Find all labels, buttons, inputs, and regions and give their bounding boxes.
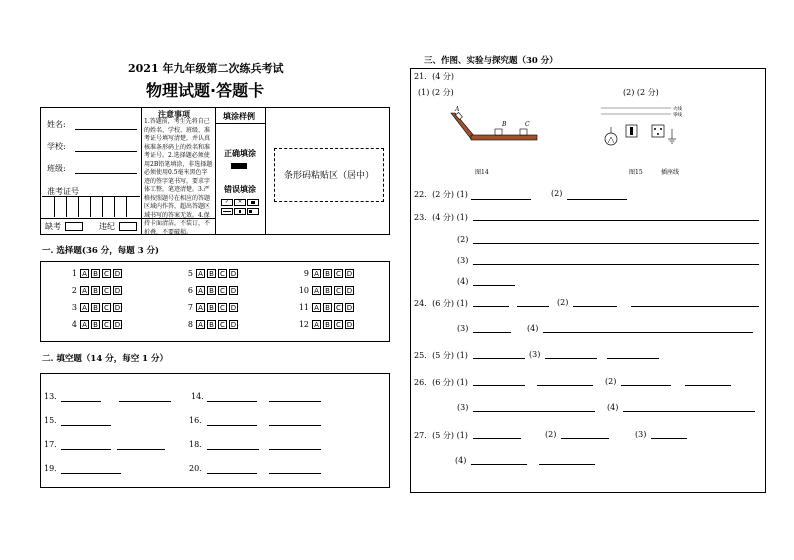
q20-label: 20．: [189, 464, 208, 473]
card-title: 物理试题·答题卡: [146, 81, 265, 100]
option-bubble[interactable]: D: [230, 321, 237, 329]
option-bubble[interactable]: A: [312, 320, 321, 329]
choice-row: [63, 303, 124, 312]
option-bubble[interactable]: A: [312, 286, 321, 295]
option-bubble[interactable]: D: [346, 321, 353, 329]
choice-row: [295, 320, 356, 329]
choice-row: [295, 269, 356, 278]
option-bubble[interactable]: C: [334, 269, 343, 278]
violation-label: 违纪: [99, 222, 115, 231]
q24-blank-1a[interactable]: [473, 306, 509, 307]
q26-sub3-label: (3): [457, 403, 469, 412]
q14-blank-1[interactable]: [207, 401, 257, 402]
choice-row: [63, 320, 124, 329]
question-number: 8: [187, 320, 193, 329]
option-bubble[interactable]: B: [207, 303, 216, 312]
option-bubble[interactable]: C: [218, 286, 227, 295]
q24-label: 24．(6 分) (1): [414, 299, 468, 308]
option-bubble[interactable]: A: [80, 320, 89, 329]
option-bubble[interactable]: B: [323, 269, 332, 278]
q19-blank-1[interactable]: [61, 473, 121, 474]
q27-sub4-label: (4): [455, 456, 467, 465]
question-number: 4: [71, 320, 77, 329]
q27-blank-4a[interactable]: [471, 464, 527, 465]
q24-blank-1b[interactable]: [517, 306, 549, 307]
q24-sub2-label: (2): [557, 298, 569, 307]
option-bubble[interactable]: A: [80, 269, 89, 278]
q27-sub3-label: (3): [635, 430, 647, 439]
question-number: 3: [71, 303, 77, 312]
option-bubble[interactable]: A: [196, 269, 205, 278]
absent-checkbox[interactable]: [65, 222, 83, 231]
option-bubble[interactable]: C: [218, 303, 227, 312]
notes-text: 1.答题前，考生先将自己的姓名、学校、班级、准考证号填写清楚，并认真核准条形码上的姓名和准考证号。2.选择题必须使用2B铅笔填涂，非选择题必须使用0.5毫米黑色字迹的签字笔书写，要求字体工整，笔迹清楚。3.严格按照题号在相应的答题区域内作答，超出答题区域书写的答案无效。4.保持卡面清洁，不装订，不折叠，不要破损。: [144, 118, 213, 236]
q19-label: 19．: [44, 464, 63, 473]
question-number: 11: [298, 303, 309, 312]
option-bubble[interactable]: B: [207, 286, 216, 295]
choice-answer-box: [40, 261, 390, 342]
q20-blank-2[interactable]: [269, 473, 321, 474]
q18-blank-2[interactable]: [269, 449, 321, 450]
q18-label: 18．: [189, 440, 208, 449]
correct-fill-label: 正确填涂: [224, 148, 256, 158]
q26-blank-1b[interactable]: [537, 385, 593, 386]
option-bubble[interactable]: B: [91, 320, 100, 329]
wrong-fill-label: 错误填涂: [224, 184, 256, 194]
q25-blank-3a[interactable]: [545, 358, 597, 359]
section3-title: 三、作图、实验与探究题（30 分）: [424, 56, 558, 66]
q17-label: 17．: [44, 440, 63, 449]
school-field[interactable]: [75, 151, 137, 152]
option-bubble[interactable]: D: [230, 270, 237, 278]
q27-blank-2[interactable]: [561, 438, 609, 439]
option-bubble[interactable]: C: [334, 303, 343, 312]
fig14-letter-b: B: [502, 121, 507, 128]
option-bubble[interactable]: D: [346, 304, 353, 312]
option-bubble[interactable]: D: [114, 321, 121, 329]
q26-blank-2a[interactable]: [621, 385, 671, 386]
q27-sub2-label: (2): [545, 430, 557, 439]
info-panel: 姓名: 学校: 班级: 准考证号 缺考 违纪 注意事项 1.答题前，考生先将自己的姓名、学校、班级、准考证号填写清楚，并认真核准条形码上的姓名和准考证号。2.选择题必须使用2B铅笔填涂，非选择题必须使用0.5毫米黑色字迹的签字笔书写，要求字体工整，笔迹清楚。3.严格按照题号在相应的答题区域内作答，超出答题区域书写的答案无效。4.保持卡面清洁，不装订，不折叠，不要破损。 填涂样例 正确填涂 错误填涂 ✓ ✕ 条形码粘贴区（居中）: [40, 107, 390, 235]
q17-blank-2[interactable]: [117, 449, 165, 450]
option-bubble[interactable]: C: [218, 320, 227, 329]
notes-title: 注意事项: [158, 109, 190, 119]
choice-row: [179, 269, 240, 278]
q15-blank-1[interactable]: [61, 425, 111, 426]
q24-sub3-label: (3): [457, 324, 469, 333]
q14-label: 14．: [191, 392, 210, 401]
option-bubble[interactable]: D: [114, 270, 121, 278]
choice-row: [179, 320, 240, 329]
question-number: 12: [298, 320, 309, 329]
barcode-area-label: 条形码粘贴区（居中）: [283, 171, 374, 181]
figure14-incline-diagram: [441, 105, 541, 155]
q22-blank-2[interactable]: [567, 199, 627, 200]
option-bubble[interactable]: A: [196, 303, 205, 312]
violation-checkbox[interactable]: [119, 222, 137, 231]
option-bubble[interactable]: B: [323, 320, 332, 329]
q23-blank-1[interactable]: [473, 220, 759, 221]
choice-row: [179, 303, 240, 312]
q23-sub3-label: (3): [457, 256, 469, 265]
choice-row: [63, 286, 124, 295]
q26-blank-4[interactable]: [623, 411, 755, 412]
q23-blank-4[interactable]: [473, 285, 515, 286]
q27-blank-3[interactable]: [651, 438, 687, 439]
section2-title: 二. 填空题（14 分，每空 1 分）: [42, 354, 169, 364]
q23-blank-3[interactable]: [473, 264, 759, 265]
option-bubble[interactable]: A: [196, 320, 205, 329]
question-number: 5: [187, 269, 193, 278]
q23-blank-2[interactable]: [473, 243, 759, 244]
option-bubble[interactable]: A: [312, 269, 321, 278]
q22-blank-1[interactable]: [471, 199, 531, 200]
fill-answer-box: [40, 373, 390, 488]
q27-label: 27．(5 分) (1): [414, 431, 468, 440]
fill-example-title: 填涂样例: [223, 111, 255, 121]
q14-blank-2[interactable]: [269, 401, 321, 402]
q24-sub4-label: (4): [527, 324, 539, 333]
q22-label: 22．(2 分) (1): [414, 190, 468, 199]
neutral-wire-label: 零线: [673, 113, 682, 118]
fig14-letter-c: C: [525, 121, 530, 128]
correct-fill-mark: [231, 163, 247, 169]
q26-blank-3[interactable]: [473, 411, 595, 412]
option-bubble[interactable]: B: [91, 269, 100, 278]
q16-label: 16．: [189, 416, 208, 425]
option-bubble[interactable]: B: [91, 303, 100, 312]
q13-label: 13．: [44, 392, 63, 401]
q24-blank-2a[interactable]: [573, 306, 617, 307]
q25-label: 25．(5 分) (1): [414, 351, 468, 360]
q26-blank-2b[interactable]: [685, 385, 731, 386]
question-number: 7: [187, 303, 193, 312]
ticket-label: 准考证号: [47, 187, 79, 196]
q16-blank-2[interactable]: [269, 425, 321, 426]
q24-blank-4[interactable]: [543, 332, 753, 333]
option-bubble[interactable]: C: [334, 286, 343, 295]
option-bubble[interactable]: D: [346, 287, 353, 295]
option-bubble[interactable]: B: [323, 303, 332, 312]
name-field[interactable]: [75, 129, 137, 130]
option-bubble[interactable]: A: [312, 303, 321, 312]
q21-2-label: (2) (2 分): [623, 88, 659, 97]
option-bubble[interactable]: B: [207, 320, 216, 329]
barcode-area: [274, 148, 384, 202]
q18-blank-1[interactable]: [207, 449, 259, 450]
q26-label: 26．(6 分) (1): [414, 378, 468, 387]
option-bubble[interactable]: A: [80, 303, 89, 312]
q27-blank-1[interactable]: [473, 438, 521, 439]
name-label: 姓名:: [47, 120, 66, 129]
question-number: 6: [187, 286, 193, 295]
option-bubble[interactable]: D: [114, 287, 121, 295]
section1-title: 一. 选择题(36 分，每题 3 分): [42, 246, 160, 256]
q22-sub2-label: (2): [551, 189, 563, 198]
option-bubble[interactable]: D: [114, 304, 121, 312]
q21-1-label: (1) (2 分): [418, 88, 454, 97]
fig14-caption: 图14: [475, 169, 489, 176]
q13-blank-2[interactable]: [119, 401, 171, 402]
q25-blank-3b[interactable]: [607, 358, 659, 359]
choice-row: [295, 286, 356, 295]
q23-sub4-label: (4): [457, 277, 469, 286]
q26-sub4-label: (4): [607, 403, 619, 412]
question-number: 2: [71, 286, 77, 295]
option-bubble[interactable]: D: [230, 287, 237, 295]
q15-label: 15．: [44, 416, 63, 425]
q23-label: 23．(4 分) (1): [414, 213, 468, 222]
option-bubble[interactable]: D: [230, 304, 237, 312]
class-field[interactable]: [75, 173, 137, 174]
option-bubble[interactable]: C: [102, 303, 111, 312]
question-number: 1: [71, 269, 77, 278]
option-bubble[interactable]: B: [323, 286, 332, 295]
fig14-letter-a: A: [455, 106, 460, 113]
choice-row: [179, 286, 240, 295]
question-number: 9: [303, 269, 309, 278]
q23-sub2-label: (2): [457, 235, 469, 244]
figure15-circuit-diagram: [597, 103, 695, 155]
option-bubble[interactable]: A: [80, 286, 89, 295]
option-bubble[interactable]: A: [196, 286, 205, 295]
q24-blank-2b[interactable]: [631, 306, 759, 307]
q26-blank-1a[interactable]: [473, 385, 525, 386]
q27-blank-4b[interactable]: [539, 464, 595, 465]
option-bubble[interactable]: C: [102, 269, 111, 278]
q13-blank-1[interactable]: [61, 401, 101, 402]
class-label: 班级:: [47, 164, 66, 173]
option-bubble[interactable]: C: [102, 320, 111, 329]
socket-label: 插座线: [661, 169, 680, 176]
option-bubble[interactable]: C: [102, 286, 111, 295]
q25-sub3-label: (3): [529, 350, 541, 359]
q16-blank-1[interactable]: [207, 425, 257, 426]
q20-blank-1[interactable]: [207, 473, 257, 474]
q17-blank-1[interactable]: [61, 449, 111, 450]
option-bubble[interactable]: D: [346, 270, 353, 278]
school-label: 学校:: [47, 142, 66, 151]
section3-answer-box: [410, 68, 766, 493]
option-bubble[interactable]: B: [91, 286, 100, 295]
q25-blank-1[interactable]: [473, 358, 525, 359]
question-number: 10: [298, 286, 309, 295]
choice-row: [63, 269, 124, 278]
option-bubble[interactable]: C: [218, 269, 227, 278]
choice-row: [295, 303, 356, 312]
live-wire-label: 火线: [673, 107, 682, 112]
q21-label: 21．(4 分): [414, 72, 455, 81]
ticket-number-grid[interactable]: [42, 196, 140, 217]
option-bubble[interactable]: C: [334, 320, 343, 329]
q26-sub2-label: (2): [605, 377, 617, 386]
absent-label: 缺考: [45, 222, 61, 231]
option-bubble[interactable]: B: [207, 269, 216, 278]
q24-blank-3[interactable]: [473, 332, 511, 333]
fig15-caption: 图15: [629, 169, 643, 176]
exam-title: 2021 年九年级第二次练兵考试: [128, 62, 284, 75]
